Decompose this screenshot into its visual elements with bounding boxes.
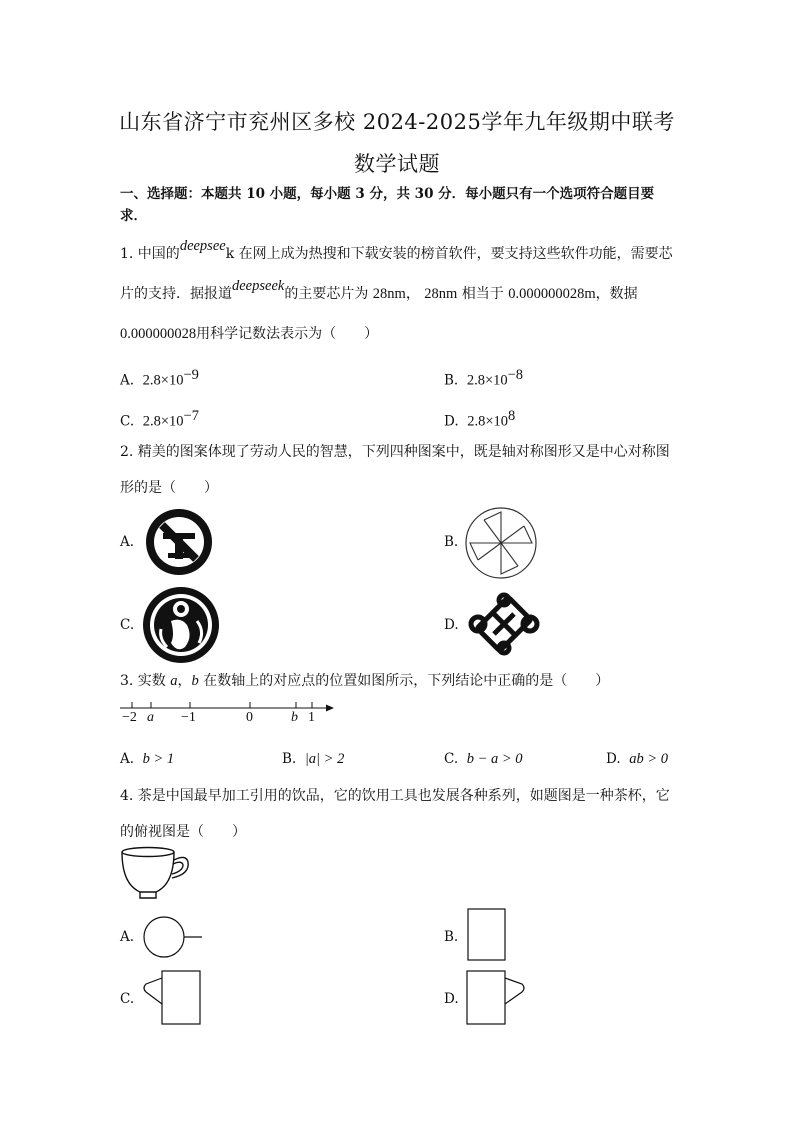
q2-option-b-label[interactable]: B. [444,534,459,550]
axis-label-neg2: −2 [122,710,137,725]
q3-option-a[interactable]: A. b > 1 [120,751,175,767]
q1-line3: 0.000000028用科学记数法表示为（ ） [120,326,379,342]
number-line-arrow [326,705,334,712]
q2-option-b-figure[interactable] [464,506,538,580]
q2-option-a-label[interactable]: A. [120,534,135,550]
page-subtitle: 数学试题 [354,152,440,176]
section-heading-line2: 求． [120,208,147,224]
q2-option-a-figure[interactable] [144,507,214,577]
question-2 [120,434,680,506]
q1-option-c[interactable]: C. $2.8\times 10^{-7}$ [120,408,199,430]
q3-option-b[interactable]: B. |a| > 2 [282,751,345,767]
q1-line3-block [120,316,680,352]
axis-label-b: b [291,710,298,725]
q2-option-d-figure[interactable] [466,594,542,654]
q2-option-c-figure[interactable] [141,585,221,665]
q1-line1: 1. 中国的deepseek 在网上成为热搜和下载安装的榜首软件，要支持这些软件功能，需要芯 [120,238,673,262]
q1-option-b[interactable]: B. $2.8\times 10^{-8}$ [444,367,524,389]
axis-label-1: 1 [308,710,315,725]
q1-line2-block [120,276,680,312]
q3-line: 3. 实数 a，b 在数轴上的对应点的位置如图所示，下列结论中正确的是（ ） [120,673,610,689]
q4-option-d-figure[interactable] [466,970,530,1026]
q3-option-c[interactable]: C. b − a > 0 [444,751,523,767]
q3-option-d[interactable]: D. ab > 0 [606,751,669,767]
q2-line2: 形的是（ ） [120,480,218,496]
q1-option-a[interactable]: A. $2.8\times 10^{-9}$ [120,367,199,389]
page-title: 山东省济宁市兖州区多校 2024-2025学年九年级期中联考 [119,110,675,134]
q1-option-d[interactable]: D. $2.8\times 10^8$ [444,408,516,430]
question-4 [120,778,680,850]
question-3 [120,663,680,699]
axis-label-0: 0 [246,710,253,725]
q4-option-b-label[interactable]: B. [444,929,459,945]
q1-line2: 片的支持．据报道deepseek的主要芯片为 28nm， 28nm 相当于 0.000000028m，数据 [120,278,638,302]
section-heading-line1: 一、选择题：本题共 10 小题，每小题 3 分，共 30 分．每小题只有一个选项符合题目要 [120,186,655,202]
q2-option-d-label[interactable]: D. [444,617,459,633]
q2-line1: 2. 精美的图案体现了劳动人民的智慧，下列四种图案中，既是轴对称图形又是中心对称图 [120,444,670,460]
q4-option-a-label[interactable]: A. [120,929,135,945]
q4-line2: 的俯视图是（ ） [120,824,246,840]
question-1 [120,236,680,272]
q4-option-c-figure[interactable] [140,970,204,1026]
teacup-figure [120,846,192,902]
q4-option-c-label[interactable]: C. [120,991,135,1007]
axis-label-neg1: −1 [181,710,196,725]
q4-option-a-figure[interactable] [142,914,204,960]
q4-line1: 4. 茶是中国最早加工引用的饮品，它的饮用工具也发展各种系列，如题图是一种茶杯，它 [120,788,670,804]
q4-option-d-label[interactable]: D. [444,991,459,1007]
q4-option-b-figure[interactable] [467,908,507,962]
q2-option-c-label[interactable]: C. [120,617,135,633]
axis-label-a: a [147,710,154,725]
section-heading [120,183,680,227]
